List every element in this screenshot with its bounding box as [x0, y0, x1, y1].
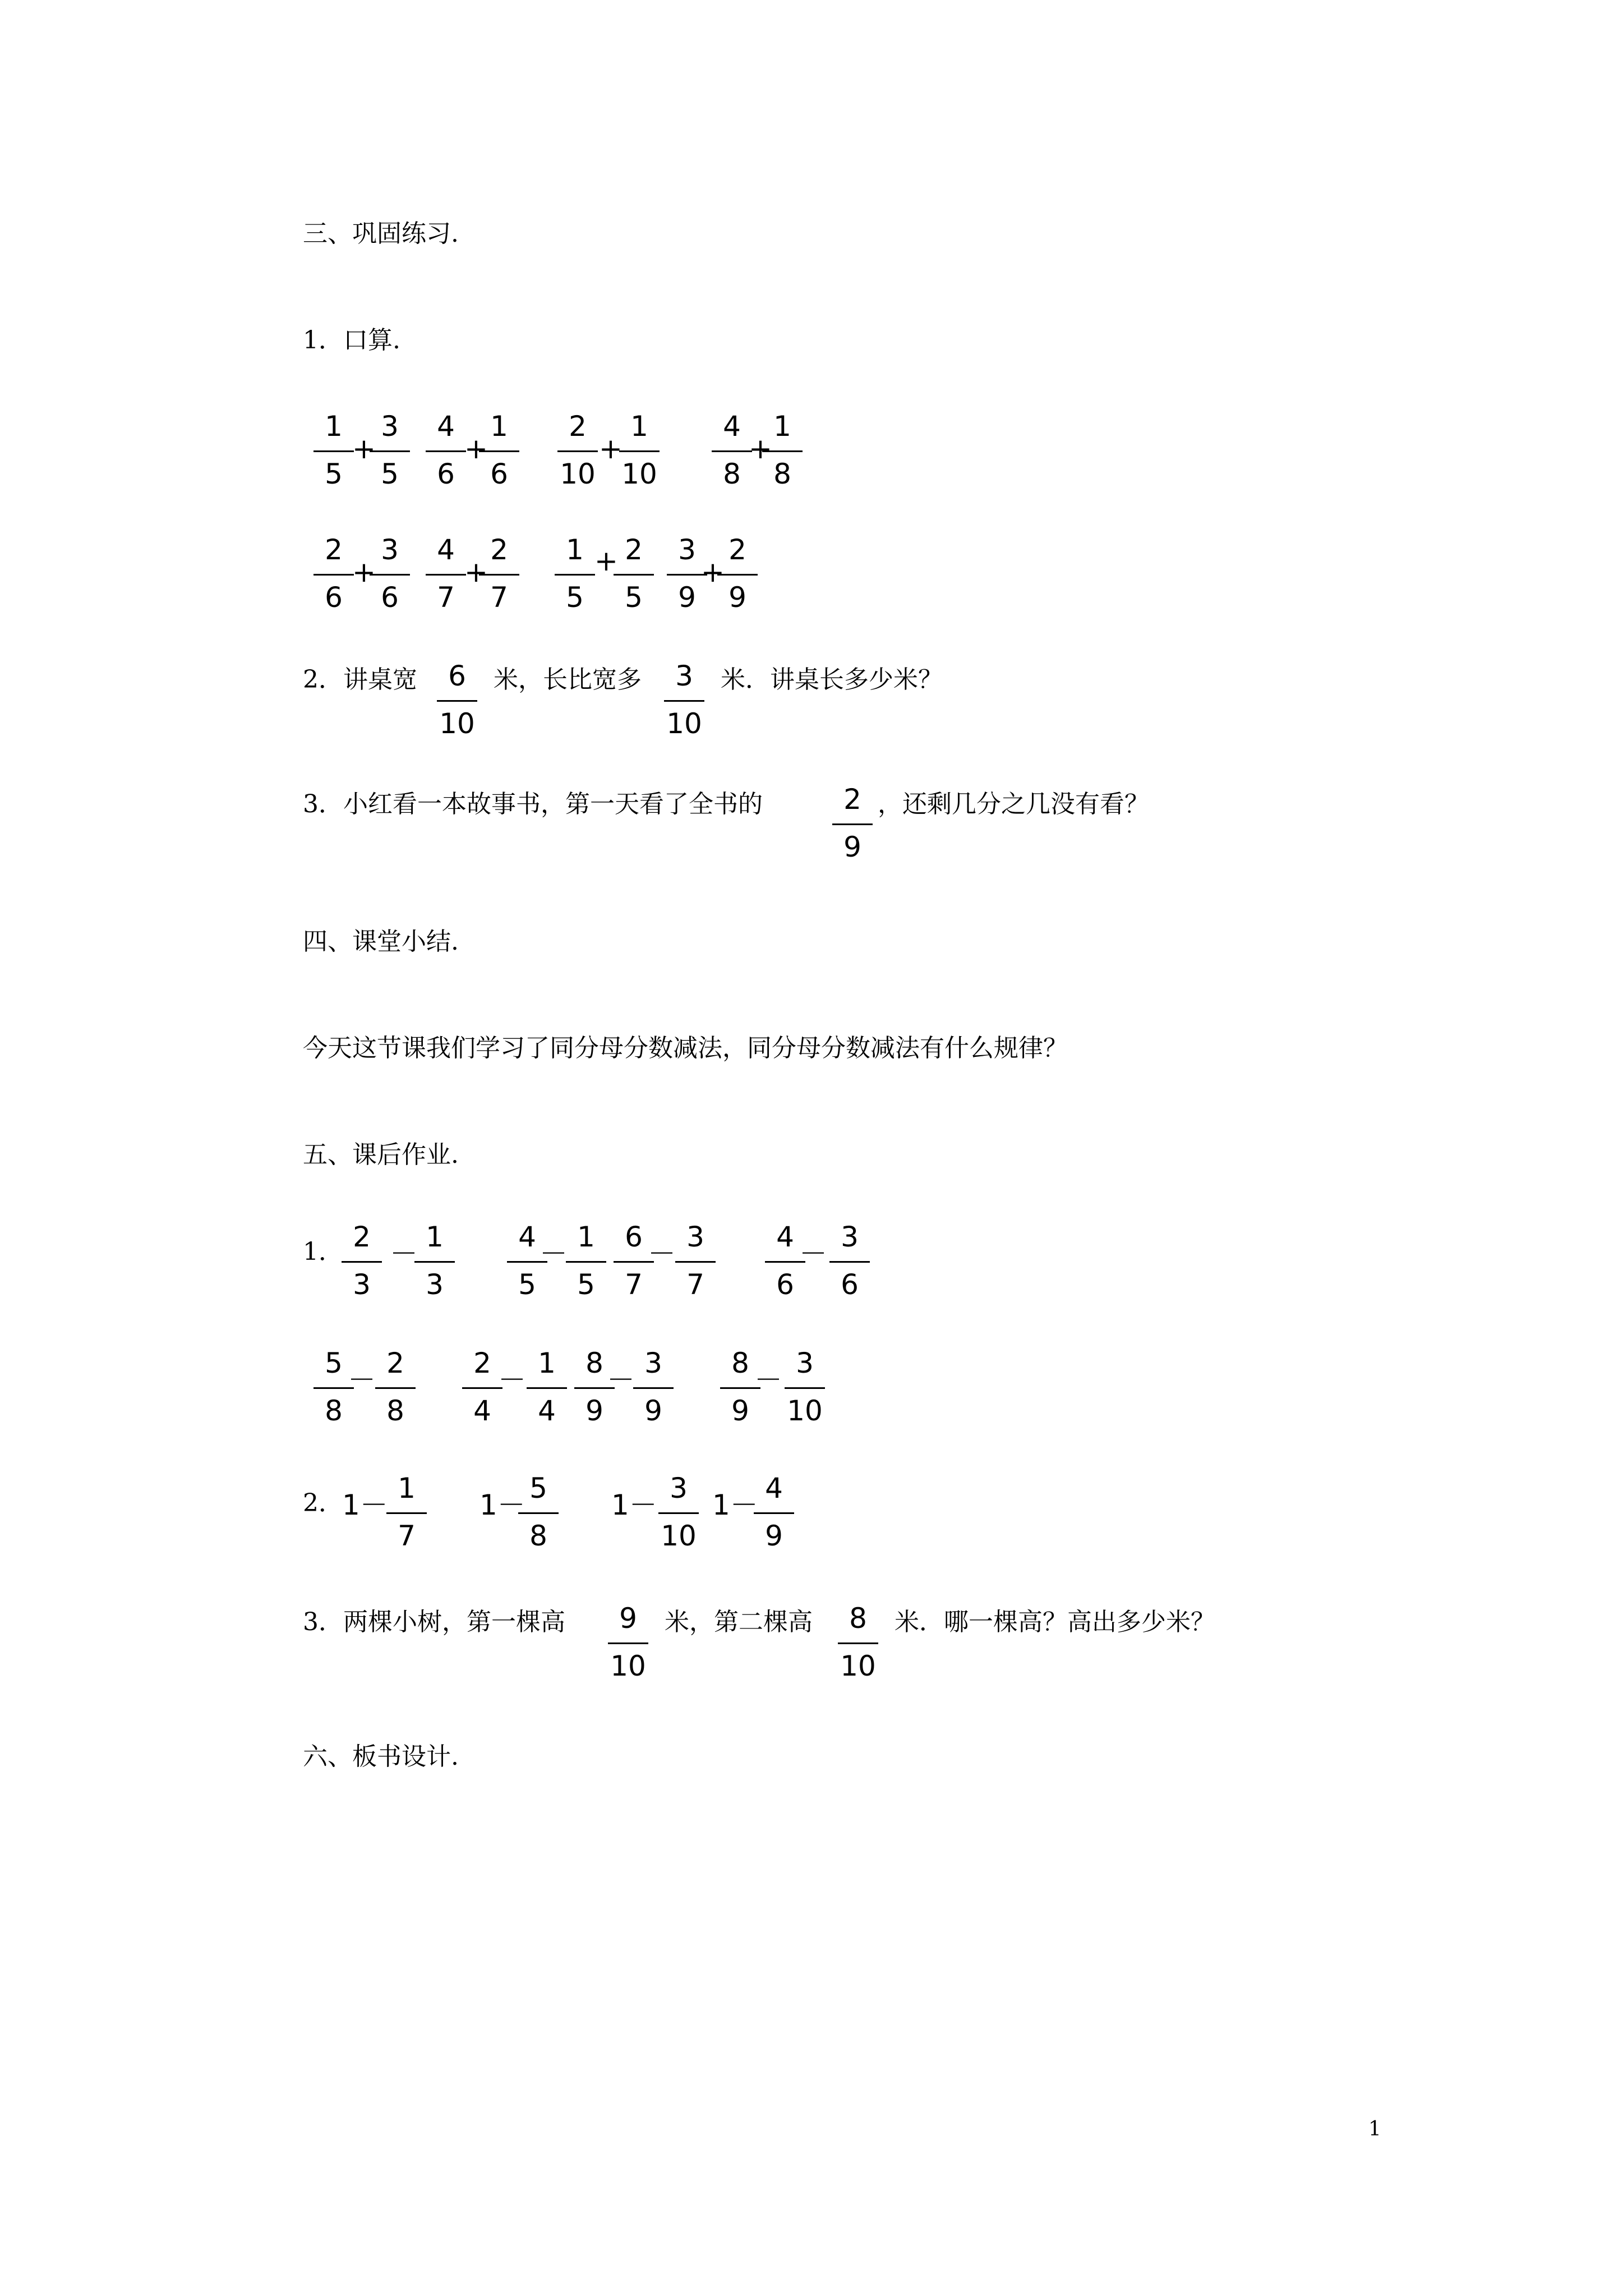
fraction: 1 6	[477, 412, 522, 491]
homework-2-label: 2．	[303, 1489, 343, 1517]
question-2-text-1: 2．讲桌宽	[303, 665, 417, 694]
homework-3-text-1: 3．两棵小树，第一棵高	[303, 1608, 565, 1636]
operator: +	[352, 432, 376, 465]
question-3-text-2: ，还剩几分之几没有看？	[878, 790, 1149, 818]
fraction: 2 7	[477, 536, 522, 615]
fraction: 1 4	[524, 1349, 569, 1428]
fraction: 9 10	[606, 1604, 651, 1683]
section-heading-homework: 五、课后作业.	[303, 1140, 459, 1169]
whole-minus: 1－	[712, 1489, 758, 1521]
fraction: 8 9	[718, 1349, 763, 1428]
fraction: 3 7	[673, 1223, 718, 1302]
operator: －	[607, 1364, 635, 1396]
page-number: 1	[1368, 2118, 1381, 2141]
question-1-label: 1．口算.	[303, 326, 400, 355]
fraction: 6 7	[611, 1223, 656, 1302]
fraction: 1 5	[552, 536, 597, 615]
operator: +	[594, 545, 618, 577]
fraction: 4 6	[763, 1223, 808, 1302]
operator: +	[599, 432, 623, 465]
fraction: 5 8	[311, 1349, 356, 1428]
fraction: 2 5	[611, 536, 656, 615]
fraction: 3 9	[631, 1349, 676, 1428]
operator: +	[464, 556, 488, 588]
fraction: 4 8	[709, 412, 754, 491]
operator: +	[749, 432, 772, 465]
section-heading-summary: 四、课堂小结.	[303, 927, 459, 956]
fraction: 4 7	[423, 536, 468, 615]
fraction: 1 8	[760, 412, 805, 491]
fraction: 2 3	[339, 1223, 384, 1302]
fraction: 2 6	[311, 536, 356, 615]
section-heading-consolidate: 三、巩固练习.	[303, 219, 459, 248]
fraction: 4 6	[423, 412, 468, 491]
fraction: 1 10	[617, 412, 662, 491]
question-2-text-2: 米，长比宽多	[494, 665, 642, 694]
fraction: 3 10	[656, 1474, 701, 1553]
fraction: 1 5	[311, 412, 356, 491]
fraction: 2 9	[715, 536, 760, 615]
homework-1-label: 1．	[303, 1237, 343, 1266]
fraction: 1 7	[384, 1474, 429, 1553]
whole-minus: 1－	[479, 1489, 525, 1521]
fraction: 2 10	[555, 412, 600, 491]
fraction: 3 9	[665, 536, 709, 615]
question-3-text-1: 3．小红看一本故事书，第一天看了全书的	[303, 790, 763, 818]
fraction: 5 8	[516, 1474, 561, 1553]
operator: －	[540, 1237, 568, 1270]
operator: +	[701, 556, 725, 588]
fraction: 4 9	[751, 1474, 796, 1553]
whole-minus: 1－	[342, 1489, 388, 1521]
operator: －	[348, 1364, 376, 1396]
operator: －	[799, 1237, 827, 1270]
operator: －	[390, 1237, 418, 1270]
operator: －	[498, 1364, 526, 1396]
fraction: 3 6	[367, 536, 412, 615]
operator: +	[352, 556, 376, 588]
fraction: 2 9	[830, 785, 875, 864]
fraction: 1 5	[564, 1223, 608, 1302]
fraction: 8 10	[836, 1604, 880, 1683]
operator: －	[754, 1364, 782, 1396]
summary-paragraph: 今天这节课我们学习了同分母分数减法，同分母分数减法有什么规律？	[303, 1034, 1068, 1062]
fraction: 2 8	[373, 1349, 418, 1428]
fraction: 3 10	[782, 1349, 827, 1428]
fraction: 3 10	[662, 662, 707, 741]
operator: －	[648, 1237, 676, 1270]
operator: +	[464, 432, 488, 465]
fraction: 8 9	[572, 1349, 617, 1428]
question-2-text-3: 米．讲桌长多少米？	[721, 665, 943, 694]
fraction: 1 3	[412, 1223, 457, 1302]
fraction: 4 5	[505, 1223, 550, 1302]
fraction: 6 10	[435, 662, 479, 741]
homework-3-text-2: 米，第二棵高	[665, 1608, 813, 1636]
homework-3-text-3: 米．哪一棵高？高出多少米？	[895, 1608, 1215, 1636]
fraction: 3 5	[367, 412, 412, 491]
fraction: 2 4	[460, 1349, 505, 1428]
whole-minus: 1－	[611, 1489, 657, 1521]
section-heading-board: 六、板书设计.	[303, 1742, 459, 1771]
fraction: 3 6	[827, 1223, 872, 1302]
